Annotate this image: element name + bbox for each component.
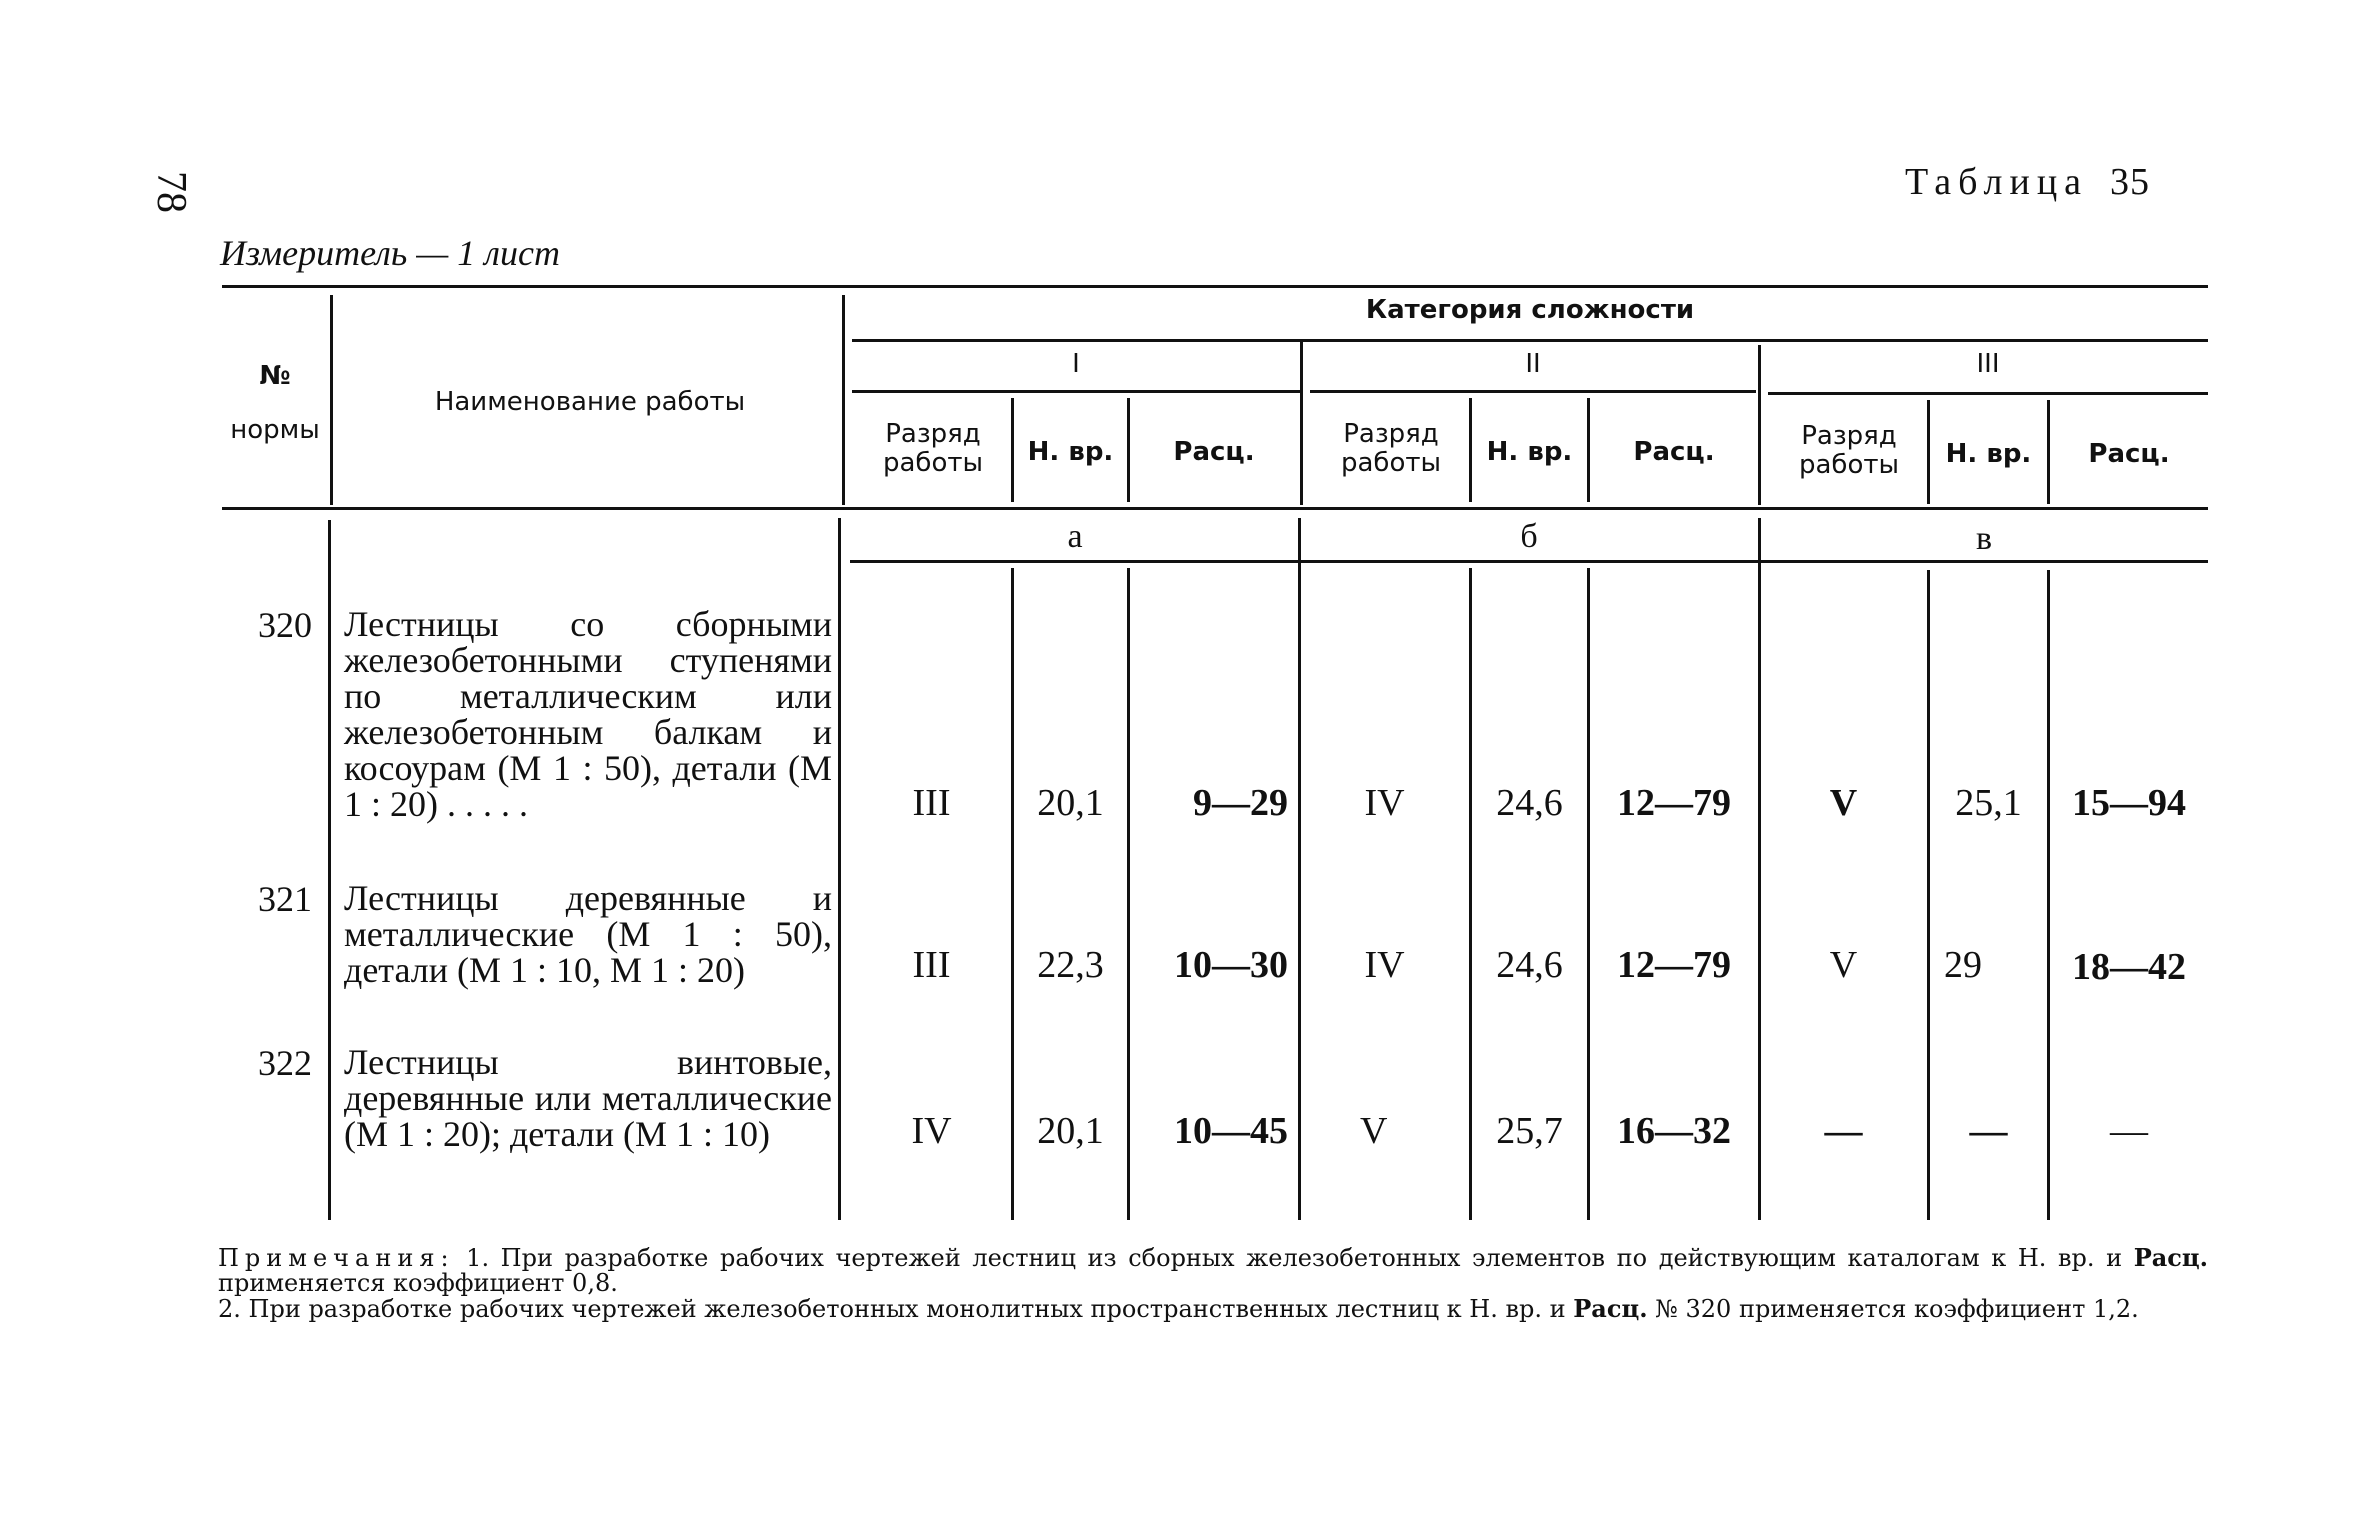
row-321-cat2-time: 24,6: [1496, 944, 1563, 986]
row-320-cat3-grade: V: [1829, 782, 1858, 824]
header-bottom-rule: [222, 507, 2208, 510]
category-3-label: III: [1976, 349, 2000, 379]
note-2-rate: Расц.: [1573, 1294, 1648, 1323]
row-322-cat1-grade: IV: [911, 1110, 952, 1152]
column-letter-a: а: [1067, 518, 1083, 555]
row-320-cat1-grade: III: [912, 782, 951, 824]
cat2-time-header: Н. вр.: [1486, 437, 1573, 467]
unit-line: Измеритель — 1 лист: [220, 233, 560, 273]
header-vrule-work: [842, 295, 845, 505]
norm-no-label: нормы: [230, 415, 320, 445]
row-322-work: Лестницы винтовые, деревянные или металлические (М 1 : 20); детали (М 1 : 10): [344, 1042, 832, 1154]
cat2-rate-header: Расц.: [1633, 437, 1715, 467]
table-title: [1905, 160, 2150, 204]
complexity-header: Категория сложности: [1365, 295, 1695, 325]
table-number: 35: [2110, 161, 2151, 203]
category-rule-3: [1768, 392, 2208, 395]
row-320-number: 320: [258, 605, 312, 645]
cat3-time-header: Н. вр.: [1945, 439, 2032, 469]
row-320-cat1-rate: 9—29: [1193, 782, 1288, 824]
note-2: [218, 1296, 2208, 1322]
header-vrule-cat3: [1758, 345, 1761, 505]
category-rule-2: [1310, 390, 1756, 393]
cat1-grade-header: Разряд работы: [882, 419, 984, 478]
note-1-rate: Расц.: [2133, 1243, 2208, 1272]
row-321-cat3-time: 29: [1944, 944, 1982, 986]
header-vrule-cat2: [1300, 342, 1303, 505]
cat1-rate-header: Расц.: [1173, 437, 1255, 467]
body-vrule-num: [328, 520, 331, 1220]
column-letter-c: в: [1975, 520, 1993, 557]
note-1: [218, 1245, 2208, 1296]
page-number: 78: [148, 171, 194, 213]
row-322-cat2-time: 25,7: [1496, 1110, 1563, 1152]
row-321-cat2-rate: 12—79: [1617, 944, 1731, 986]
cat3-grade-header: Разряд работы: [1798, 421, 1900, 480]
row-322-cat3-grade: —: [1824, 1110, 1863, 1152]
header-vrule-num: [330, 295, 333, 505]
row-322-cat3-time: —: [1969, 1110, 2008, 1152]
row-321-cat1-rate: 10—30: [1174, 944, 1288, 986]
table-top-rule: [222, 285, 2208, 288]
row-320-cat3-rate: 15—94: [2072, 782, 2186, 824]
row-322-cat1-time: 20,1: [1037, 1110, 1104, 1152]
category-2-label: II: [1525, 349, 1541, 379]
cat1-time-header: Н. вр.: [1027, 437, 1114, 467]
row-320-cat1-time: 20,1: [1037, 782, 1104, 824]
letters-rule: [850, 560, 2208, 563]
row-322-cat2-grade: V: [1360, 1110, 1388, 1152]
work-name-header: Наименование работы: [434, 387, 746, 417]
norm-no-symbol: №: [259, 361, 291, 391]
row-321-cat3-grade: V: [1829, 944, 1858, 986]
row-322-cat1-rate: 10—45: [1174, 1110, 1288, 1152]
notes: [218, 1245, 2208, 1322]
row-321-cat1-time: 22,3: [1037, 944, 1104, 986]
row-320-cat3-time: 25,1: [1955, 782, 2022, 824]
row-320-work: Лестницы со сборными железобетонными ступенями по металлическим или железобетонным балкам и косоурам (М 1 : 50), детали (М 1 : 20) . . . . .: [344, 604, 832, 824]
category-rule-1: [852, 390, 1300, 393]
cat2-grade-header: Разряд работы: [1340, 419, 1442, 478]
row-320-cat2-rate: 12—79: [1617, 782, 1731, 824]
row-322-cat2-rate: 16—32: [1617, 1110, 1731, 1152]
row-321-number: 321: [258, 879, 312, 919]
note-2-text-c: № 320 применяется коэффициент 1,2.: [1647, 1295, 2139, 1323]
notes-label: Примечания:: [218, 1244, 455, 1272]
row-321-cat3-rate: 18—42: [2072, 946, 2186, 988]
note-1-text-a: 1. При разработке рабочих чертежей лестниц из сборных железобетонных элементов по действующим каталогам к Н. вр. и: [466, 1244, 2134, 1272]
complexity-rule: [852, 339, 2208, 342]
row-320-cat2-time: 24,6: [1496, 782, 1563, 824]
table-label: Таблица: [1905, 161, 2089, 203]
row-322-cat3-rate: —: [2110, 1110, 2148, 1152]
row-321-cat1-grade: III: [912, 944, 951, 986]
category-1-label: I: [1072, 349, 1080, 379]
row-322-number: 322: [258, 1043, 312, 1083]
row-321-cat2-grade: IV: [1364, 944, 1405, 986]
note-1-text-c: применяется коэффициент 0,8.: [218, 1269, 618, 1297]
note-2-text-a: 2. При разработке рабочих чертежей железобетонных монолитных пространственных лестниц к Н. вр. и: [218, 1295, 1574, 1323]
column-letter-b: б: [1520, 518, 1538, 555]
cat3-rate-header: Расц.: [2088, 439, 2170, 469]
body-vrule-work: [838, 518, 841, 1220]
row-320-cat2-grade: IV: [1364, 782, 1405, 824]
row-321-work: Лестницы деревянные и металлические (М 1 : 50), детали (М 1 : 10, М 1 : 20): [344, 878, 832, 990]
